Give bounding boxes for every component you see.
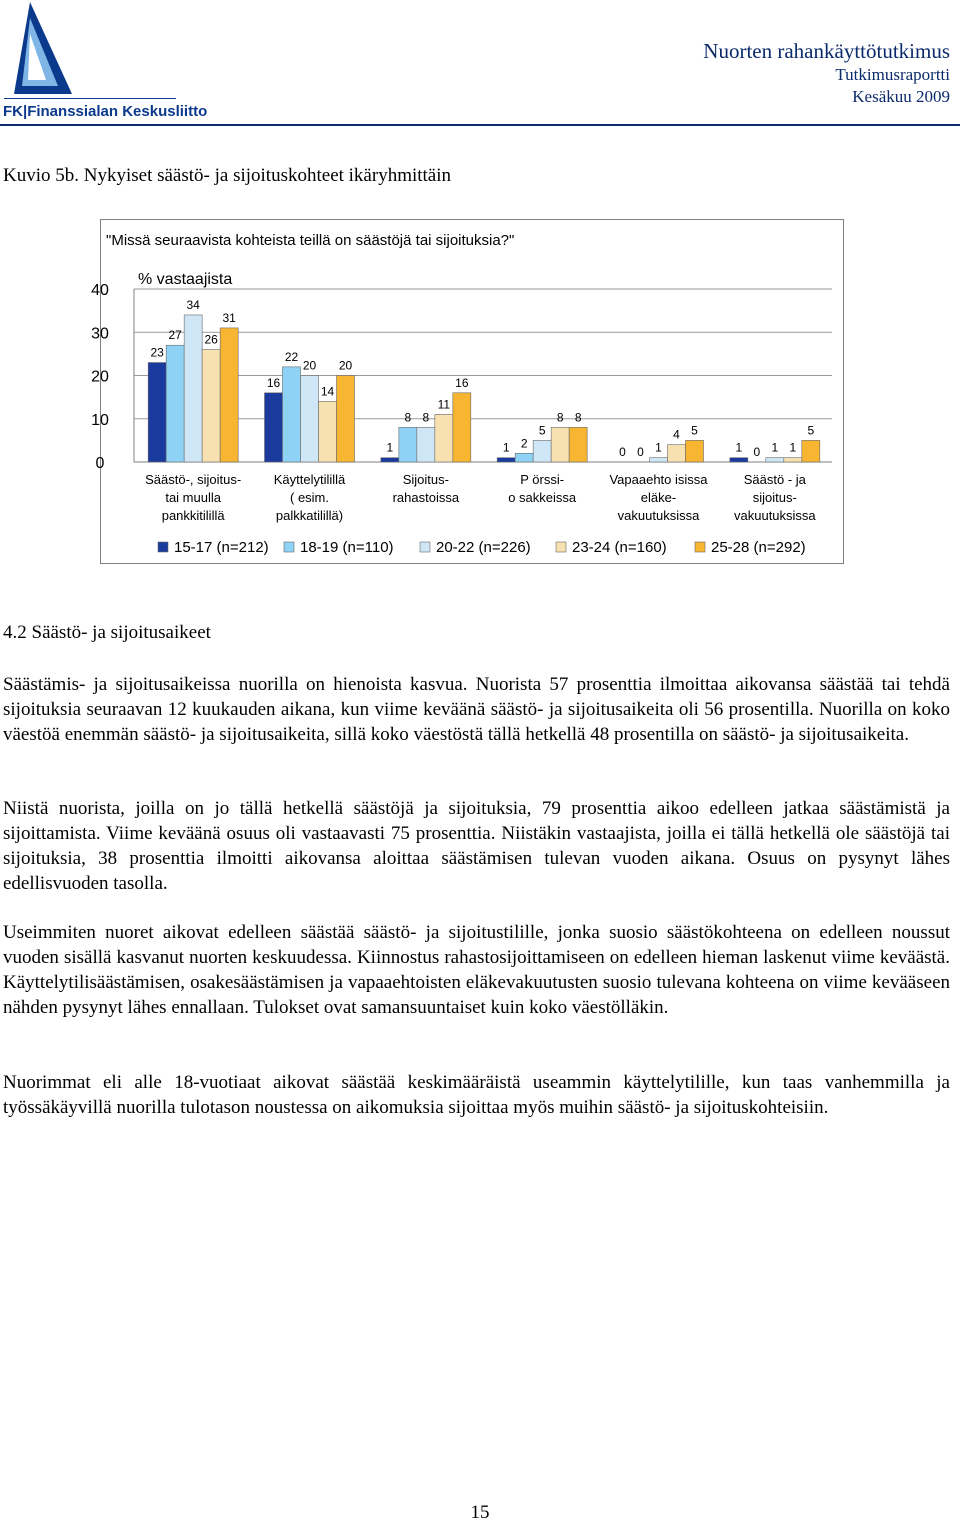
bar: [802, 440, 820, 462]
paragraph-1: Säästämis- ja sijoitusaikeissa nuorilla on hienoista kasvua. Nuorista 57 prosenttia ilmoittaa aikovansa säästää tai tehdä sijoituksia seuraavan 12 kuukauden aikana, kun viime keväänä säästö- ja sijoitusaikeita oli 56 prosentilla. Nuorilla on koko väestöä enemmän säästö- ja sijoitusaikeita, sillä koko väestöstä tällä hetkellä 48 prosentilla on säästö- ja sijoitusaikeita.: [3, 674, 950, 745]
data-label: 26: [204, 332, 218, 347]
bar: [166, 345, 184, 462]
category-label: vakuutuksissa: [617, 508, 700, 523]
data-label: 22: [284, 349, 299, 364]
header-divider: [0, 124, 960, 126]
data-label: 23: [150, 345, 164, 360]
bar: [184, 315, 202, 462]
data-label: 34: [186, 297, 200, 312]
category-label: palkkatilillä): [275, 508, 344, 523]
category-label: ( esim.: [290, 490, 329, 505]
legend-swatch: [284, 542, 294, 552]
bar: [220, 328, 238, 462]
data-label: 1: [771, 440, 779, 455]
category-label: eläke-: [640, 490, 677, 505]
bar: [319, 401, 337, 462]
bar: [533, 440, 551, 462]
bar: [515, 453, 533, 462]
bar: [435, 414, 453, 462]
legend-swatch: [556, 542, 566, 552]
bar: [551, 427, 569, 462]
paragraph-4: Nuorimmat eli alle 18-vuotiaat aikovat säästää keskimääräistä useammin käyttelytilille, kun taas vanhemmilla ja työssäkäyvillä nuorilla tulotason noustessa on aikomuksia sijoittaa myös muihin säästö- ja sijoituskohteisiin.: [3, 1072, 950, 1118]
data-label: 0: [619, 445, 626, 459]
bar: [283, 367, 301, 462]
category-label: sijoitus-: [752, 490, 797, 505]
y-tick-label: 30: [91, 325, 109, 343]
bar-chart: [91, 219, 844, 564]
category-label: tai muulla: [165, 490, 221, 505]
legend-label: 20-22 (n=226): [436, 539, 531, 556]
data-label: 8: [556, 410, 564, 425]
bar: [766, 458, 784, 462]
paragraph-3: Useimmiten nuoret aikovat edelleen säästää säästö- ja sijoitustilille, jonka suosio säästökohteena on edelleen noussut vuoden sisällä kasvanut nuorten keskuudessa. Kiinnostus rahastosijoittamiseen on edelleen hieman laskenut viime keväästä. Käyttelytilisäästämisen, osakesäästämisen ja vapaaehtoisten eläkevakuutusten suosio tulevana kohteena on viime kevääseen nähden pysynyt lähes ennallaan. Tulokset ovat samansuuntaiset kuin koko väestölläkin.: [3, 922, 950, 1018]
data-label: 1: [502, 440, 510, 455]
page-number: 15: [470, 1502, 490, 1523]
bar: [453, 393, 471, 462]
data-label: 5: [807, 423, 815, 438]
legend-swatch: [420, 542, 430, 552]
bar: [668, 445, 686, 462]
bar: [686, 440, 704, 462]
category-label: P örssi-: [520, 472, 565, 487]
data-label: 1: [735, 440, 743, 455]
data-label: 1: [655, 440, 662, 455]
category-label: vakuutuksissa: [734, 508, 816, 523]
chart-title: "Missä seuraavista kohteista teillä on säästöjä tai sijoituksia?": [106, 232, 515, 249]
data-label: 16: [266, 375, 281, 390]
legend-label: 15-17 (n=212): [174, 539, 269, 556]
bar: [202, 350, 220, 462]
data-label: 2: [520, 436, 528, 451]
data-label: 5: [691, 423, 698, 438]
data-label: 14: [320, 384, 335, 399]
report-date: Kesäkuu 2009: [852, 87, 950, 106]
section-title: 4.2 Säästö- ja sijoitusaikeet: [3, 622, 211, 643]
category-label: Käyttelytilillä: [273, 472, 346, 487]
report-header: [703, 38, 950, 108]
bar: [148, 363, 166, 462]
bar: [650, 458, 668, 462]
data-label: 0: [753, 445, 761, 459]
report-type: Tutkimusraportti: [835, 65, 950, 84]
data-label: 31: [222, 310, 236, 325]
data-label: 16: [455, 375, 469, 390]
bar: [381, 458, 399, 462]
category-label: Vapaaehto isissa: [609, 472, 708, 487]
bar: [730, 458, 748, 462]
fk-logo: [0, 0, 208, 122]
report-title: Nuorten rahankäyttötutkimus: [703, 39, 950, 63]
category-label: rahastoissa: [392, 490, 460, 505]
bar: [337, 376, 355, 463]
category-label: Säästö - ja: [743, 472, 806, 487]
data-label: 0: [637, 445, 644, 459]
bar: [784, 458, 802, 462]
y-tick-label: 40: [91, 282, 109, 299]
data-label: 8: [422, 410, 430, 425]
y-axis-label: % vastaajista: [138, 271, 233, 288]
bar: [569, 427, 587, 462]
bar: [497, 458, 515, 462]
bar: [417, 427, 435, 462]
data-label: 4: [673, 427, 680, 442]
bar: [301, 376, 319, 463]
bar: [265, 393, 283, 462]
legend-swatch: [158, 542, 168, 552]
data-label: 20: [338, 358, 353, 373]
data-label: 1: [386, 440, 394, 455]
data-label: 20: [302, 358, 317, 373]
data-label: 27: [168, 328, 182, 343]
category-label: pankkitilillä: [161, 508, 225, 523]
bar: [399, 427, 417, 462]
category-label: Säästö-, sijoitus-: [145, 472, 242, 487]
y-tick-label: 20: [91, 368, 109, 386]
data-label: 5: [538, 423, 546, 438]
data-label: 8: [404, 410, 412, 425]
legend-swatch: [695, 542, 705, 552]
logo-text: FK|Finanssialan Keskusliitto: [3, 103, 208, 120]
y-tick-label: 0: [95, 455, 105, 472]
category-label: o sakkeissa: [508, 490, 577, 505]
y-tick-label: 10: [91, 411, 109, 429]
category-label: Sijoitus-: [402, 472, 449, 487]
data-label: 11: [437, 397, 451, 412]
legend-label: 23-24 (n=160): [572, 539, 667, 556]
paragraph-2: Niistä nuorista, joilla on jo tällä hetkellä säästöjä ja sijoituksia, 79 prosenttia aikoo edelleen jatkaa säästämistä ja sijoittamista. Viime keväänä osuus oli vastaavasti 75 prosenttia. Niistäkin vastaajista, joilla ei tällä hetkellä ole säästöjä tai sijoituksia, 38 prosenttia ilmoitti aikovansa aloittaa säästämisen tulevan vuoden aikana. Osuus on pysynyt lähes edellisvuoden tasolla.: [3, 798, 950, 894]
legend-label: 25-28 (n=292): [711, 539, 806, 556]
legend-label: 18-19 (n=110): [300, 539, 394, 556]
figure-caption: Kuvio 5b. Nykyiset säästö- ja sijoituskohteet ikäryhmittäin: [3, 165, 452, 186]
data-label: 1: [789, 440, 797, 455]
data-label: 8: [574, 410, 582, 425]
